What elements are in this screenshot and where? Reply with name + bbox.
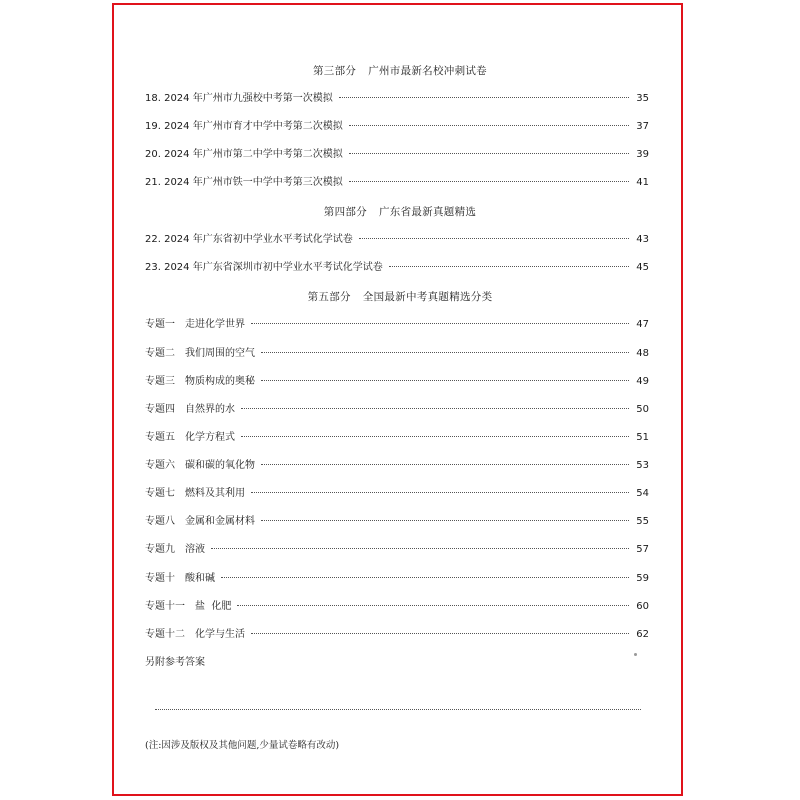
section-heading-part-4 (0, 205, 800, 219)
topic-title: 酸和碱 (185, 573, 215, 584)
topic-number: 专题九 (145, 544, 175, 555)
toc-entry-label (145, 600, 231, 614)
dot-leader (221, 577, 629, 578)
toc-page-number: 57 (636, 544, 649, 555)
toc-entry-label: 20. 2024 年广州市第二中学中考第二次模拟 (145, 149, 343, 160)
toc-page-number: 54 (636, 488, 649, 499)
toc-entry-label (145, 347, 255, 361)
toc-entry[interactable] (145, 515, 649, 529)
topic-number: 专题一 (145, 319, 175, 330)
toc-entry[interactable] (145, 459, 649, 473)
toc-page-number: 39 (636, 149, 649, 160)
topic-title: 盐 化肥 (195, 601, 232, 612)
toc-page-number: 50 (636, 404, 649, 415)
toc-page-number: 41 (636, 177, 649, 188)
topic-number: 专题五 (145, 432, 175, 443)
toc-entry[interactable] (145, 600, 649, 614)
toc-entry-label: 22. 2024 年广东省初中学业水平考试化学试卷 (145, 234, 353, 245)
dot-leader (237, 605, 629, 606)
section-heading-part-3 (0, 64, 800, 78)
dot-leader (349, 125, 629, 126)
topic-number: 专题十 (145, 573, 175, 584)
toc-entry-label: 23. 2024 年广东省深圳市初中学业水平考试化学试卷 (145, 262, 383, 273)
topic-number: 专题六 (145, 460, 175, 471)
toc-entry[interactable] (145, 375, 649, 389)
toc-entry-label (145, 572, 215, 586)
section-heading-part-5 (0, 290, 800, 304)
toc-page-number: 53 (636, 460, 649, 471)
dot-leader (389, 266, 629, 267)
section-title: 广州市最新名校冲刺试卷 (368, 65, 487, 77)
toc-page-number: 49 (636, 376, 649, 387)
toc-page-number: 48 (636, 348, 649, 359)
toc-entry[interactable] (145, 403, 649, 417)
toc-entry[interactable] (145, 176, 649, 190)
dot-leader (359, 238, 629, 239)
topic-title: 化学方程式 (185, 432, 235, 443)
toc-page-number: 45 (636, 262, 649, 273)
toc-entry-label (145, 431, 235, 445)
section-part-label: 第五部分 (307, 291, 351, 303)
toc-entry[interactable] (145, 431, 649, 445)
topic-title: 物质构成的奥秘 (185, 376, 255, 387)
topic-title: 燃料及其利用 (185, 488, 245, 499)
toc-entry-label (145, 459, 255, 473)
print-speck (634, 653, 637, 656)
topic-number: 专题十二 (145, 629, 185, 640)
topic-title: 我们周围的空气 (185, 348, 255, 359)
topic-number: 专题七 (145, 488, 175, 499)
toc-entry-label (145, 515, 255, 529)
toc-page-number: 43 (636, 234, 649, 245)
topic-title: 自然界的水 (185, 404, 235, 415)
dot-leader (349, 181, 629, 182)
toc-entry[interactable] (145, 261, 649, 275)
toc-page-number: 47 (636, 319, 649, 330)
toc-page-number: 51 (636, 432, 649, 443)
toc-page-number: 55 (636, 516, 649, 527)
dot-leader (251, 323, 629, 324)
toc-entry[interactable] (145, 233, 649, 247)
toc-entry-label: 18. 2024 年广州市九强校中考第一次模拟 (145, 93, 333, 104)
topic-number: 专题十一 (145, 601, 185, 612)
dot-leader (261, 464, 629, 465)
toc-entry[interactable] (145, 543, 649, 557)
toc-page-number: 60 (636, 601, 649, 612)
section-part-label: 第四部分 (323, 206, 367, 218)
toc-page-number: 62 (636, 629, 649, 640)
dot-leader (261, 380, 629, 381)
toc-entry-label (145, 318, 245, 332)
topic-title: 走进化学世界 (185, 319, 245, 330)
appendix-label: 另附参考答案 (145, 657, 205, 668)
toc-entry[interactable] (145, 347, 649, 361)
toc-page-number: 35 (636, 93, 649, 104)
toc-entry-label: 21. 2024 年广州市铁一中学中考第三次模拟 (145, 177, 343, 188)
dotted-separator (155, 709, 641, 710)
toc-entry[interactable] (145, 628, 649, 642)
topic-title: 金属和金属材料 (185, 516, 255, 527)
section-title: 全国最新中考真题精选分类 (362, 291, 493, 303)
dot-leader (241, 436, 629, 437)
toc-entry[interactable] (145, 572, 649, 586)
topic-title: 化学与生活 (195, 629, 245, 640)
dot-leader (261, 352, 629, 353)
toc-entry[interactable] (145, 120, 649, 134)
topic-title: 碳和碳的氧化物 (185, 460, 255, 471)
toc-page-number: 59 (636, 573, 649, 584)
topic-number: 专题二 (145, 348, 175, 359)
toc-entry-label (145, 375, 255, 389)
topic-number: 专题四 (145, 404, 175, 415)
toc-entry[interactable] (145, 487, 649, 501)
dot-leader (349, 153, 629, 154)
topic-number: 专题三 (145, 376, 175, 387)
toc-page-number: 37 (636, 121, 649, 132)
dot-leader (211, 548, 629, 549)
dot-leader (261, 520, 629, 521)
toc-entry[interactable] (145, 92, 649, 106)
dot-leader (251, 492, 629, 493)
dot-leader (251, 633, 629, 634)
toc-entry-label: 19. 2024 年广州市育才中学中考第二次模拟 (145, 121, 343, 132)
toc-entry[interactable] (145, 318, 649, 332)
topic-title: 溶液 (185, 544, 205, 555)
topic-number: 专题八 (145, 516, 175, 527)
toc-entry-label (145, 403, 235, 417)
dot-leader (339, 97, 629, 98)
footnote: (注:因涉及版权及其他问题,少量试卷略有改动) (145, 740, 340, 751)
toc-entry[interactable] (145, 148, 649, 162)
section-title: 广东省最新真题精选 (379, 206, 477, 218)
toc-entry-label (145, 628, 245, 642)
toc-entry-label (145, 487, 245, 501)
toc-entry-label (145, 543, 205, 557)
dot-leader (241, 408, 629, 409)
section-part-label: 第三部分 (312, 65, 357, 77)
